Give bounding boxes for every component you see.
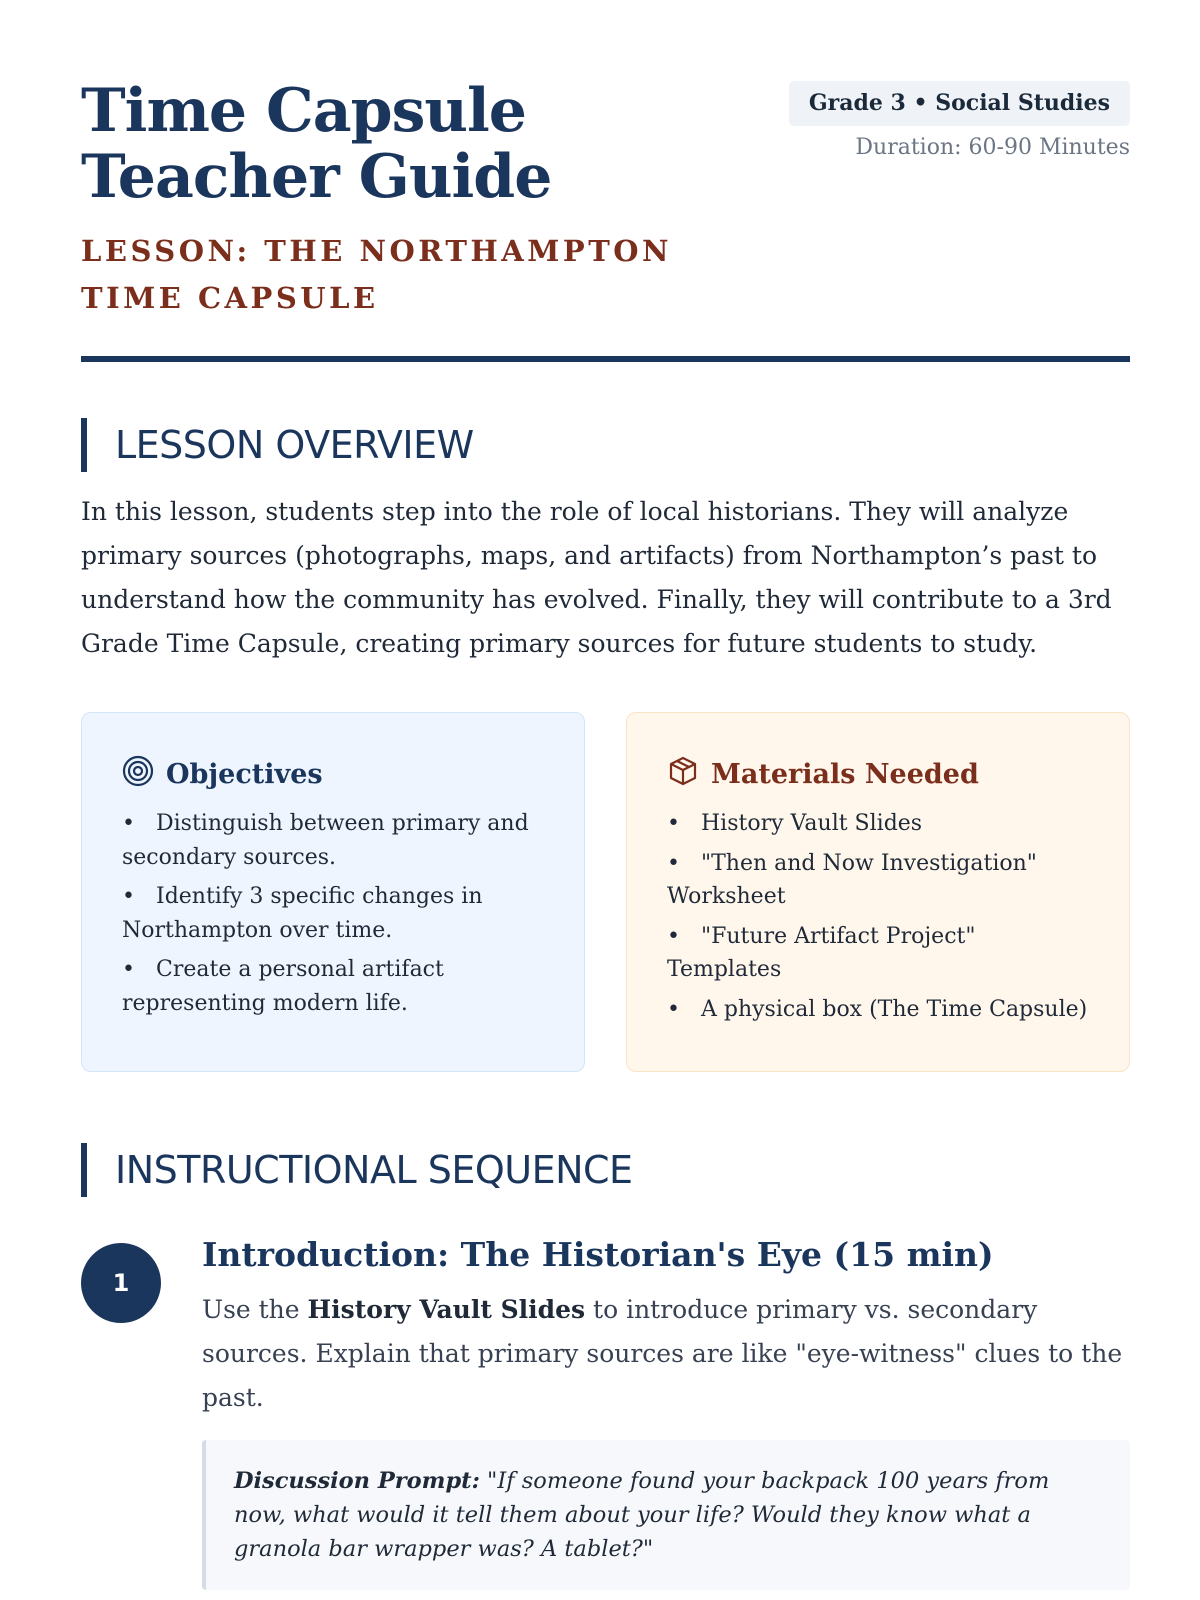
bullet: • xyxy=(667,923,680,949)
list-item: • Create a personal artifact representing modern life. xyxy=(122,953,544,1020)
step-title: Introduction: The Historian's Eye (15 min) xyxy=(202,1235,994,1274)
list-item: • History Vault Slides xyxy=(667,807,1089,841)
step-text: Use the History Vault Slides to introduce primary vs. secondary sources. Explain that primary sources are like "eye-witness" clues to the past. xyxy=(202,1295,1123,1412)
objectives-title: Objectives xyxy=(166,758,323,790)
sequence-heading: INSTRUCTIONAL SEQUENCE xyxy=(81,1143,1164,1197)
target-icon xyxy=(122,755,154,794)
bullet: • xyxy=(667,850,680,876)
grade-badge: Grade 3 • Social Studies xyxy=(789,81,1130,126)
prompt-label: Discussion Prompt: xyxy=(234,1468,480,1494)
duration-label: Duration: 60-90 Minutes xyxy=(855,135,1130,160)
header-divider xyxy=(81,356,1130,362)
bullet: • xyxy=(667,811,680,836)
step-text-emphasis: History Vault Slides xyxy=(307,1295,586,1324)
objectives-list xyxy=(122,807,544,1020)
page-header xyxy=(81,78,1130,358)
list-item: • A physical box (The Time Capsule) xyxy=(667,993,1089,1027)
lesson-subtitle: LESSON: THE NORTHAMPTON TIME CAPSULE xyxy=(81,234,673,315)
teacher-guide-page xyxy=(81,76,1130,1562)
discussion-prompt xyxy=(202,1440,1130,1590)
bullet: • xyxy=(667,996,680,1022)
bullet: • xyxy=(122,884,135,909)
box-icon xyxy=(667,755,699,794)
materials-list xyxy=(667,807,1089,1026)
list-item: • Distinguish between primary and secondary sources. xyxy=(122,807,544,874)
overview-text: In this lesson, students step into the role of local historians. They will analyze primary sources (photographs, maps, and artifacts) from Northampton’s past to understand how the community has evolved. Finally, they will contribute to a 3rd Grade Time Capsule, creating primary sources for future students to study. xyxy=(81,497,1112,658)
bullet: • xyxy=(122,811,135,836)
list-item: • "Future Artifact Project" Templates xyxy=(667,920,1089,987)
materials-title: Materials Needed xyxy=(711,758,979,790)
materials-card xyxy=(626,712,1130,1072)
objectives-title-row xyxy=(122,751,544,797)
bullet: • xyxy=(122,957,135,982)
materials-title-row xyxy=(667,751,1089,797)
list-item: • "Then and Now Investigation" Worksheet xyxy=(667,847,1089,914)
page-title: Time Capsule Teacher Guide xyxy=(81,76,552,212)
overview-heading: LESSON OVERVIEW xyxy=(81,418,1164,472)
list-item: • Identify 3 specific changes in Northampton over time. xyxy=(122,880,544,947)
step-number-badge: 1 xyxy=(81,1243,161,1323)
step-body xyxy=(202,1230,1130,1590)
objectives-card xyxy=(81,712,585,1072)
prompt-text: "If someone found your backpack 100 years from now, what would it tell them about your life? Would they know what a granola bar wrapper was? A tablet?" xyxy=(234,1468,1050,1562)
